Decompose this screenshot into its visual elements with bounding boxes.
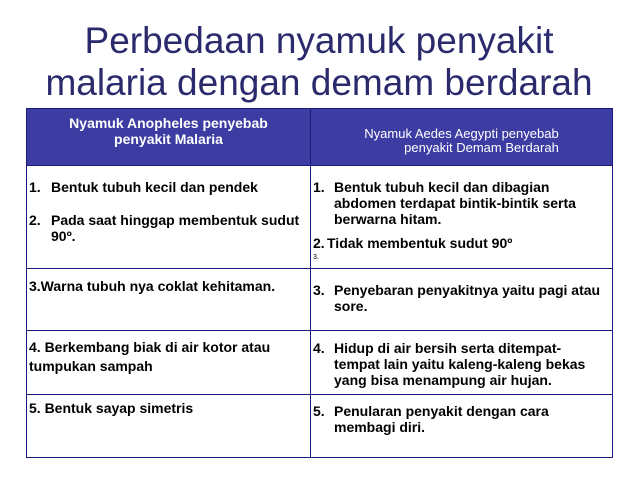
anopheles-cell-3: 4. Berkembang biak di air kotor atau tumpukan sampah — [27, 331, 311, 395]
aedes-cell-4 — [311, 395, 613, 458]
list-item: 4. Hidup di air bersih serta ditempat- tempat lain yaitu kaleng-kaleng bekas yang bisa menampung air hujan. — [313, 340, 586, 388]
table-row — [27, 331, 613, 395]
anopheles-cell-1 — [27, 166, 311, 269]
list-item: 2. Pada saat hinggap membentuk sudut 90º. — [29, 212, 300, 244]
header-aedes — [311, 109, 613, 166]
list-item: 3. Penyebaran penyakitnya yaitu pagi atau sore. — [313, 282, 601, 314]
title-line-2: malaria dengan demam berdarah — [45, 62, 593, 103]
aedes-cell-3 — [311, 331, 613, 395]
anopheles-cell-2: 3.Warna tubuh nya coklat kehitaman. — [27, 269, 311, 331]
stray-number: 3. — [313, 254, 319, 261]
comparison-table — [26, 108, 613, 458]
title-line-1: Perbedaan nyamuk penyakit — [84, 20, 554, 61]
list-item: 2. Tidak membentuk sudut 90º — [313, 235, 513, 251]
anopheles-cell-4: 5. Bentuk sayap simetris — [27, 395, 311, 458]
header-aedes-line-1: Nyamuk Aedes Aegypti penyebab — [364, 126, 559, 141]
list-item: 1. Bentuk tubuh kecil dan pendek — [29, 179, 258, 195]
header-aedes-line-2: penyakit Demam Berdarah — [404, 140, 559, 155]
header-anopheles-line-2: penyakit Malaria — [114, 131, 223, 147]
aedes-cell-2 — [311, 269, 613, 331]
table-row — [27, 395, 613, 458]
table-row — [27, 269, 613, 331]
slide-title — [0, 20, 638, 104]
table-header-row — [27, 109, 613, 166]
aedes-cell-1 — [311, 166, 613, 269]
list-item: 5. Penularan penyakit dengan cara membagi diri. — [313, 403, 549, 435]
header-anopheles — [27, 109, 311, 166]
list-item: 1. Bentuk tubuh kecil dan dibagian abdomen terdapat bintik-bintik serta berwarna hitam. — [313, 179, 576, 227]
header-anopheles-line-1: Nyamuk Anopheles penyebab — [69, 115, 268, 131]
table-row — [27, 166, 613, 269]
